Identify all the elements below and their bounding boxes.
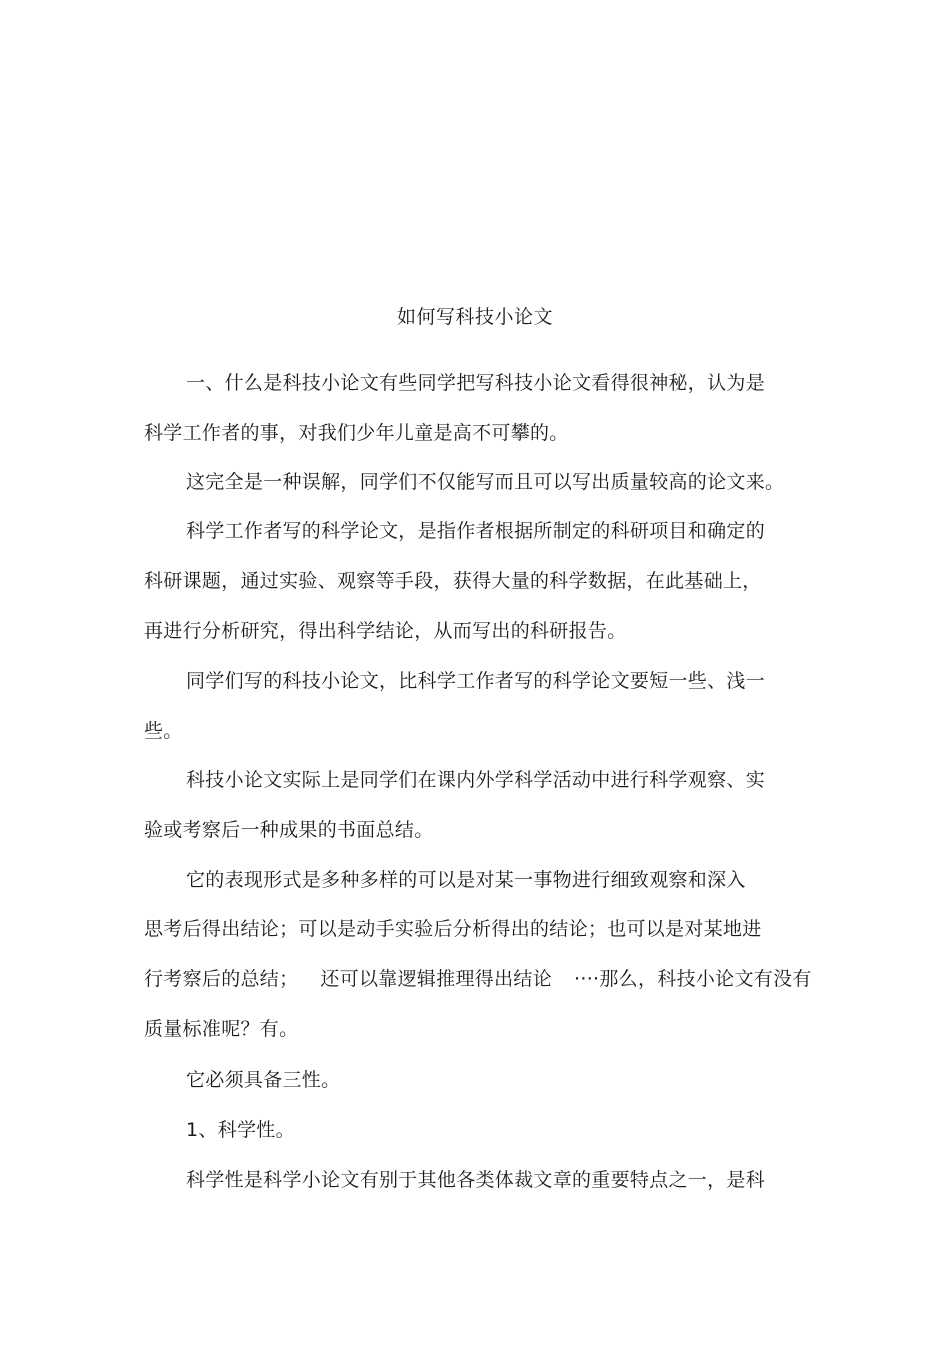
paragraph-line: 它的表现形式是多种多样的可以是对某一事物进行细致观察和深入 (186, 869, 746, 891)
paragraph-line: 科学工作者的事，对我们少年儿童是高不可攀的。 (144, 422, 569, 444)
paragraph-line: 些。 (144, 720, 183, 742)
paragraph-line: 质量标准呢？有。 (144, 1018, 299, 1040)
section-heading: 1、科学性。 (186, 1119, 295, 1141)
paragraph-line: 科技小论文实际上是同学们在课内外学科学活动中进行科学观察、实 (186, 769, 766, 791)
paragraph-line: 验或考察后一种成果的书面总结。 (144, 819, 434, 841)
line-segment: 还可以靠逻辑推理得出结论 (320, 968, 553, 990)
paragraph-line: 同学们写的科技小论文，比科学工作者写的科学论文要短一些、浅一 (186, 670, 766, 692)
line-segment: 行考察后的总结； (144, 968, 299, 990)
line-segment: ····那么，科技小论文有没有 (574, 968, 812, 990)
paragraph-line: 科学工作者写的科学论文，是指作者根据所制定的科研项目和确定的 (186, 520, 766, 542)
paragraph-line: 科学性是科学小论文有别于其他各类体裁文章的重要特点之一，是科 (186, 1169, 766, 1191)
paragraph-line: 科研课题，通过实验、观察等手段，获得大量的科学数据，在此基础上， (144, 570, 762, 592)
paragraph-line: 一、什么是科技小论文有些同学把写科技小论文看得很神秘，认为是 (186, 372, 766, 394)
page-title: 如何写科技小论文 (396, 306, 553, 328)
paragraph-line: 它必须具备三性。 (186, 1069, 341, 1091)
paragraph-line: 再进行分析研究，得出科学结论，从而写出的科研报告。 (144, 620, 627, 642)
paragraph-line-segmented (144, 965, 812, 993)
paragraph-line: 这完全是一种误解，同学们不仅能写而且可以写出质量较高的论文来。 (186, 471, 785, 493)
paragraph-line: 思考后得出结论；可以是动手实验后分析得出的结论；也可以是对某地进 (144, 918, 762, 940)
